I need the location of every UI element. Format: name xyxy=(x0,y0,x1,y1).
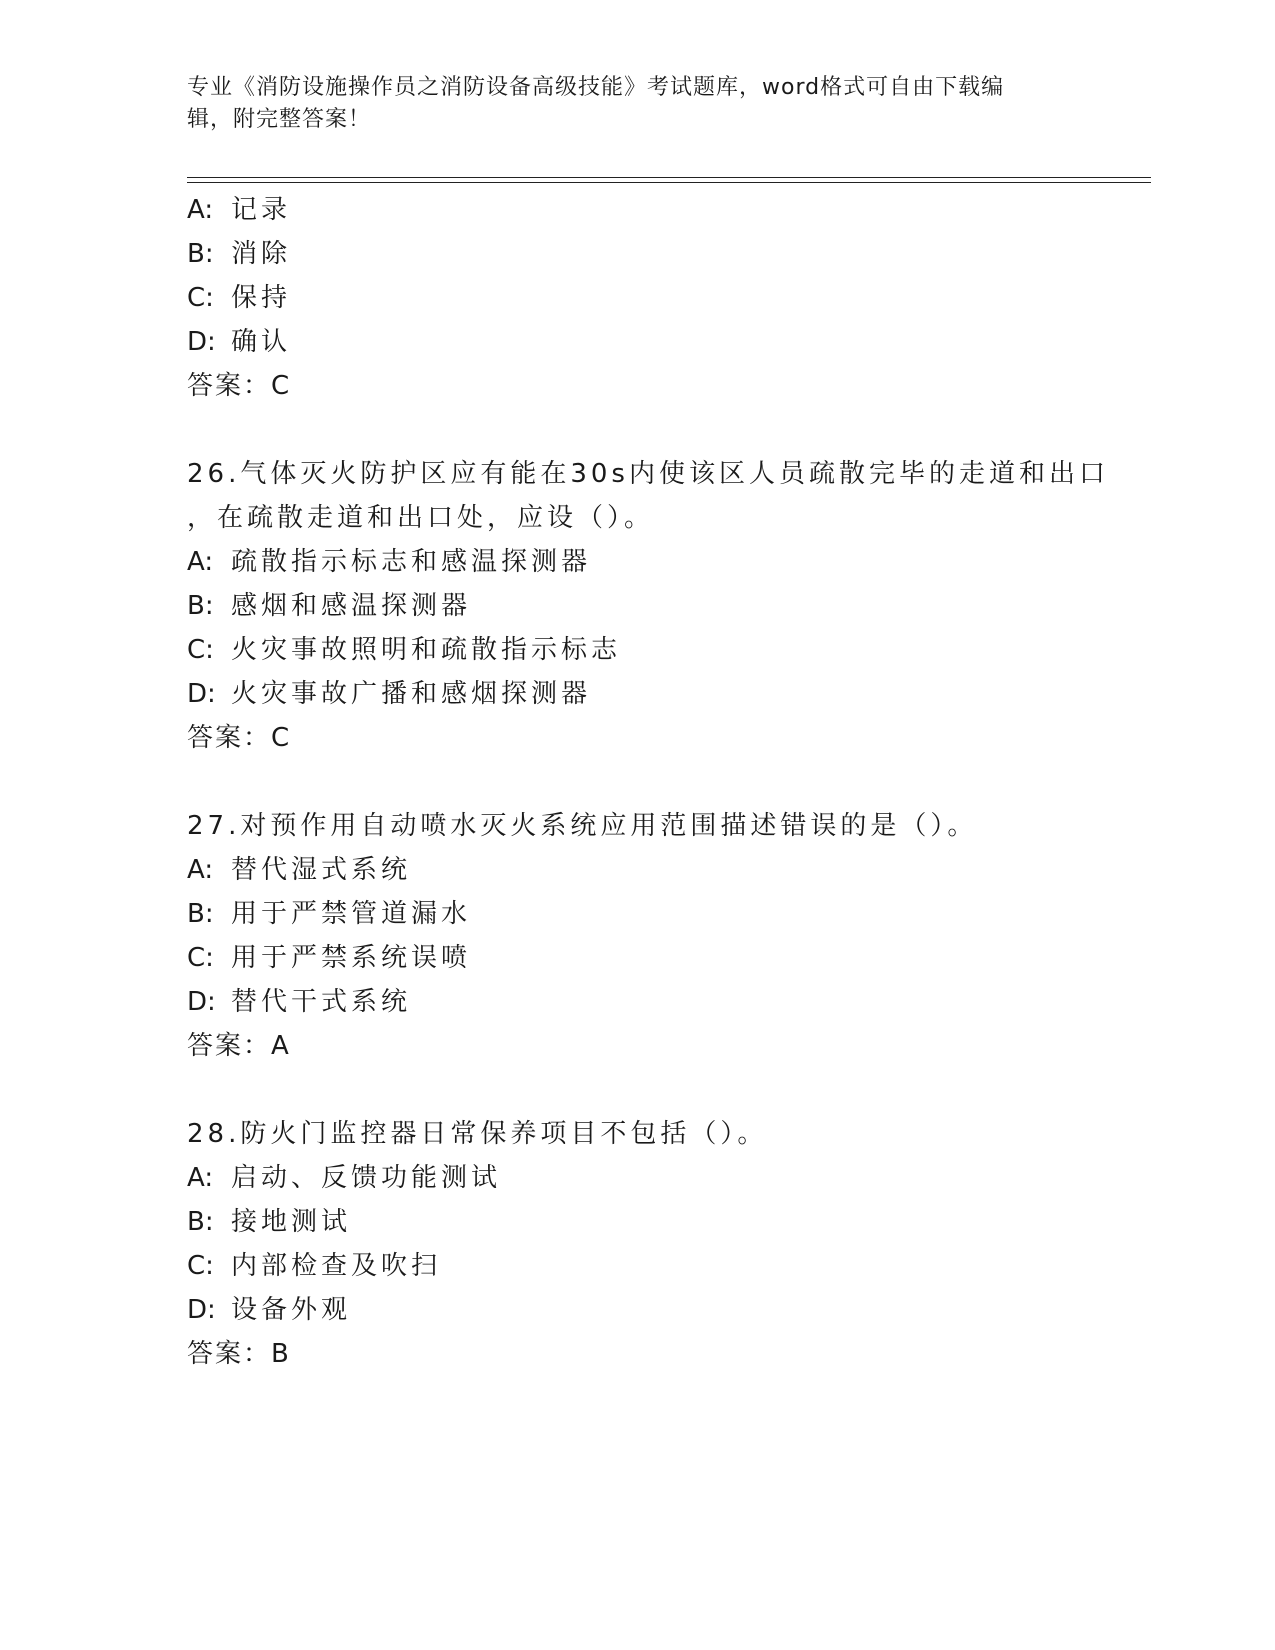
q28-option-d: D: 设备外观 xyxy=(187,1295,352,1325)
q27-stem: 27.对预作用自动喷水灭火系统应用范围描述错误的是（）。 xyxy=(187,811,978,841)
q26-option-b: B: 感烟和感温探测器 xyxy=(187,591,472,621)
q27-option-b: B: 用于严禁管道漏水 xyxy=(187,899,472,929)
q28-stem: 28.防火门监控器日常保养项目不包括（）。 xyxy=(187,1119,768,1149)
q25-option-b: B: 消除 xyxy=(187,239,292,269)
q26-option-d: D: 火灾事故广播和感烟探测器 xyxy=(187,679,592,709)
q27-option-d: D: 替代干式系统 xyxy=(187,987,412,1017)
q26-stem-line-1: 26.气体灭火防护区应有能在30s内使该区人员疏散完毕的走道和出口 xyxy=(187,459,1109,489)
q26-stem-line-2: ，在疏散走道和出口处，应设（）。 xyxy=(187,503,655,533)
q27-option-c: C: 用于严禁系统误喷 xyxy=(187,943,472,973)
q25-option-c: C: 保持 xyxy=(187,283,292,313)
q26-answer: 答案：C xyxy=(187,723,292,753)
q26-option-a: A: 疏散指示标志和感温探测器 xyxy=(187,547,592,577)
q28-option-a: A: 启动、反馈功能测试 xyxy=(187,1163,502,1193)
q28-answer: 答案：B xyxy=(187,1339,291,1369)
q26-option-c: C: 火灾事故照明和疏散指示标志 xyxy=(187,635,622,665)
q25-option-d: D: 确认 xyxy=(187,327,292,357)
q28-option-b: B: 接地测试 xyxy=(187,1207,352,1237)
q25-option-a: A: 记录 xyxy=(187,195,292,225)
document-header xyxy=(187,72,1067,136)
header-line-1: 专业《消防设施操作员之消防设备高级技能》考试题库，word格式可自由下载编 xyxy=(187,75,1005,100)
header-rule-bottom xyxy=(187,182,1151,183)
header-rule-top xyxy=(187,177,1151,178)
q27-option-a: A: 替代湿式系统 xyxy=(187,855,412,885)
header-line-2: 辑，附完整答案！ xyxy=(187,107,372,132)
q27-answer: 答案：A xyxy=(187,1031,291,1061)
q28-option-c: C: 内部检查及吹扫 xyxy=(187,1251,442,1281)
q25-answer: 答案：C xyxy=(187,371,292,401)
